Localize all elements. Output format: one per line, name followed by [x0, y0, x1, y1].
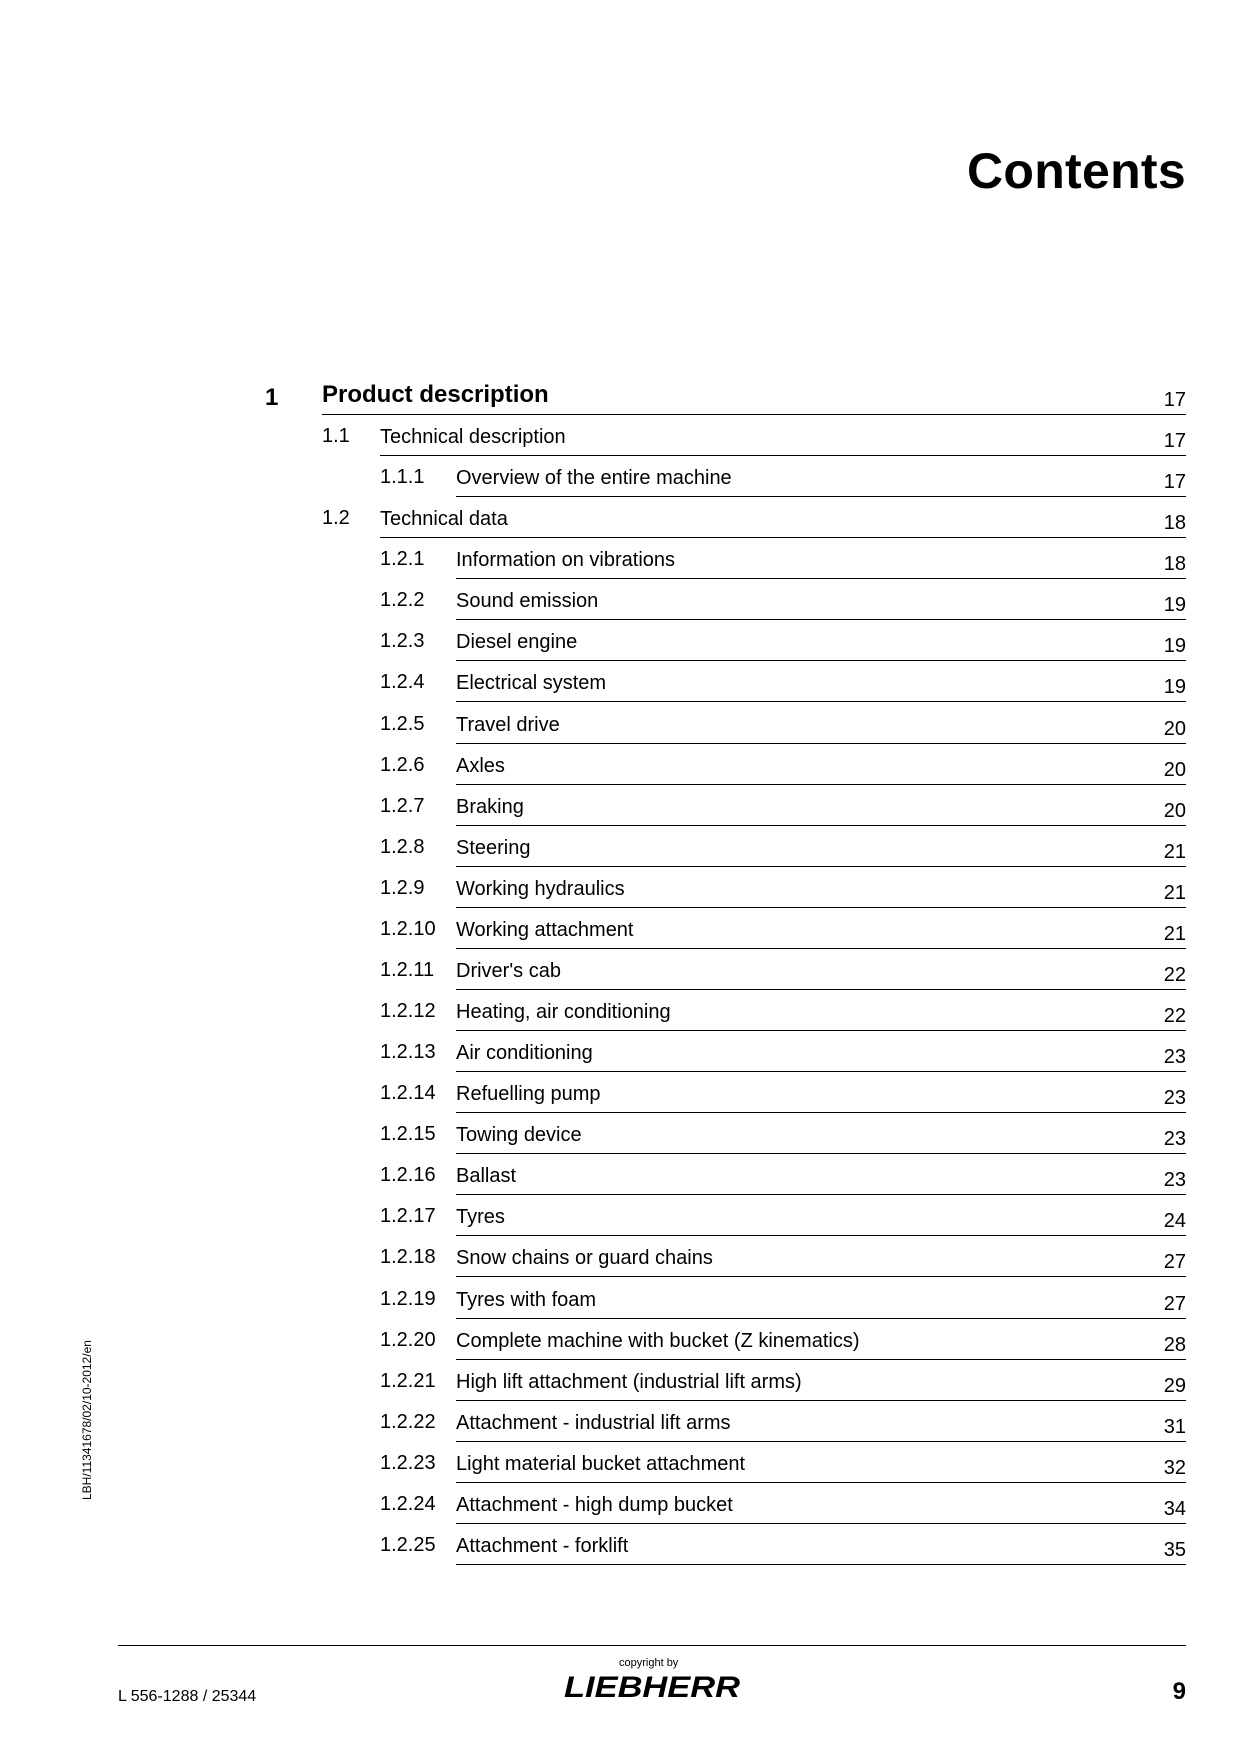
toc-entry-page: 31: [1163, 1415, 1186, 1438]
toc-entry-leader: [456, 1370, 1186, 1401]
toc-entry-label: Electrical system: [456, 672, 607, 695]
toc-entry[interactable]: [380, 1041, 1186, 1082]
toc-entry-label: Technical data: [380, 508, 508, 531]
toc-entry-label: Tyres: [456, 1206, 505, 1229]
toc-entry-page: 20: [1163, 758, 1186, 781]
toc-entry-page: 17: [1163, 430, 1186, 453]
toc-entry-label: Attachment - industrial lift arms: [456, 1411, 731, 1434]
toc-entry-page: 35: [1163, 1538, 1186, 1561]
toc-entry-leader: [456, 959, 1186, 990]
toc-entry[interactable]: [380, 1288, 1186, 1329]
toc-entry-leader: [380, 507, 1186, 538]
toc-entry-label: Snow chains or guard chains: [456, 1247, 713, 1270]
toc-entry-page: 24: [1163, 1210, 1186, 1233]
toc-entry-page: 29: [1163, 1374, 1186, 1397]
toc-entry-label: Ballast: [456, 1165, 517, 1188]
toc-entry-number: 1.2.23: [380, 1451, 436, 1474]
toc-entry-page: 27: [1163, 1292, 1186, 1315]
toc-entry-page: 19: [1163, 635, 1186, 658]
toc-entry[interactable]: [380, 671, 1186, 712]
toc-entry-leader: [456, 466, 1186, 497]
toc-entry-label: Attachment - high dump bucket: [456, 1493, 733, 1516]
toc-entry-leader: [456, 877, 1186, 908]
toc-entry-label: Overview of the entire machine: [456, 467, 732, 490]
toc-entry-page: 21: [1163, 881, 1186, 904]
toc-entry-label: Product description: [322, 381, 549, 408]
logo-wordmark: LIEBHERR: [564, 1672, 741, 1700]
toc-entry-page: 18: [1163, 512, 1186, 535]
toc-entry-label: Sound emission: [456, 590, 599, 613]
toc-entry[interactable]: [380, 713, 1186, 754]
toc-entry-leader: [456, 1082, 1186, 1113]
toc-entry-leader: [456, 1205, 1186, 1236]
toc-entry-leader: [456, 795, 1186, 826]
toc-entry-leader: [456, 1123, 1186, 1154]
toc-entry-number: 1.2.13: [380, 1041, 436, 1064]
toc-entry-label: Tyres with foam: [456, 1288, 597, 1311]
toc-entry[interactable]: [380, 1329, 1186, 1370]
toc-entry-label: Air conditioning: [456, 1042, 593, 1065]
toc-entry-leader: [456, 1493, 1186, 1524]
toc-entry-page: 34: [1163, 1497, 1186, 1520]
toc-entry[interactable]: [380, 1452, 1186, 1493]
toc-entry-number: 1.2.19: [380, 1287, 436, 1310]
toc-entry-page: 23: [1163, 1169, 1186, 1192]
toc-entry-label: Light material bucket attachment: [456, 1452, 746, 1475]
toc-entry-page: 18: [1163, 553, 1186, 576]
toc-entry[interactable]: [380, 918, 1186, 959]
toc-entry-page: 23: [1163, 1128, 1186, 1151]
toc-entry-leader: [456, 1246, 1186, 1277]
toc-entry[interactable]: [380, 795, 1186, 836]
toc-entry-number: 1.2.10: [380, 917, 436, 940]
toc-entry-label: Braking: [456, 795, 524, 818]
toc-entry-page: 22: [1163, 963, 1186, 986]
toc-entry-number: 1.2.16: [380, 1164, 436, 1187]
toc-entry-number: 1.1: [322, 425, 350, 448]
toc-entry-number: 1.2.18: [380, 1246, 436, 1269]
toc-entry-page: 20: [1163, 799, 1186, 822]
toc-entry-number: 1.2.25: [380, 1533, 436, 1556]
toc-entry-number: 1.2.1: [380, 548, 425, 571]
toc-entry-page: 27: [1163, 1251, 1186, 1274]
toc-entry-page: 19: [1163, 594, 1186, 617]
toc-entry[interactable]: [380, 1370, 1186, 1411]
toc-entry-page: 22: [1163, 1005, 1186, 1028]
toc-entry-number: 1.2.5: [380, 712, 425, 735]
toc-entry[interactable]: [380, 1411, 1186, 1452]
toc-entry-page: 23: [1163, 1046, 1186, 1069]
toc-entry-number: 1.2.2: [380, 589, 425, 612]
footer-document-id: L 556-1288 / 25344: [118, 1688, 257, 1705]
toc-entry-number: 1.2.20: [380, 1328, 436, 1351]
toc-entry-page: 17: [1163, 389, 1186, 411]
toc-entry-leader: [456, 836, 1186, 867]
toc-entry[interactable]: [380, 1246, 1186, 1287]
toc-entry[interactable]: [380, 548, 1186, 589]
toc-entry-label: Driver's cab: [456, 959, 561, 982]
toc-entry-page: 21: [1163, 922, 1186, 945]
toc-entry[interactable]: [380, 466, 1186, 507]
toc-entry-label: Steering: [456, 836, 531, 859]
toc-entry-number: 1.2.14: [380, 1082, 436, 1105]
toc-entry-leader: [456, 671, 1186, 702]
toc-entry-leader: [456, 1164, 1186, 1195]
toc-entry-label: Diesel engine: [456, 631, 578, 654]
toc-entry-number: 1.2.21: [380, 1369, 436, 1392]
toc-entry-number: 1.2.3: [380, 630, 425, 653]
toc-entry-leader: [456, 1534, 1186, 1565]
toc-entry[interactable]: [380, 1082, 1186, 1123]
toc-entry-label: High lift attachment (industrial lift arms): [456, 1370, 802, 1393]
document-code-sidebar: LBH/11341678/02/10-2012/en: [80, 1340, 94, 1500]
page-title: Contents: [966, 143, 1186, 199]
toc-entry[interactable]: [265, 381, 1186, 425]
toc-entry-leader: [456, 1041, 1186, 1072]
toc-entry-number: 1.2.4: [380, 671, 425, 694]
toc-entry-number: 1.2.15: [380, 1123, 436, 1146]
toc-entry[interactable]: [380, 1493, 1186, 1534]
toc-entry-label: Travel drive: [456, 713, 560, 736]
toc-entry-label: Technical description: [380, 426, 566, 449]
toc-entry-leader: [322, 381, 1186, 415]
toc-entry[interactable]: [380, 959, 1186, 1000]
toc-entry-number: 1.2.17: [380, 1205, 436, 1228]
toc-entry-leader: [456, 548, 1186, 579]
toc-entry-number: 1.2.12: [380, 1000, 436, 1023]
page-number: 9: [1172, 1678, 1186, 1705]
toc-entry[interactable]: [380, 630, 1186, 671]
toc-entry[interactable]: [380, 877, 1186, 918]
toc-entry[interactable]: [322, 507, 1186, 548]
toc-entry-number: 1.2.7: [380, 794, 425, 817]
toc-entry-page: 19: [1163, 676, 1186, 699]
toc-entry-number: 1.2: [322, 507, 350, 530]
toc-entry-number: 1.2.22: [380, 1410, 436, 1433]
toc-entry-leader: [456, 754, 1186, 785]
toc-entry-leader: [456, 630, 1186, 661]
footer-divider: [118, 1645, 1186, 1646]
toc-entry[interactable]: [322, 425, 1186, 466]
toc-entry-leader: [456, 1411, 1186, 1442]
toc-entry-label: Refuelling pump: [456, 1083, 601, 1106]
toc-entry-page: 23: [1163, 1087, 1186, 1110]
toc-entry[interactable]: [380, 1123, 1186, 1164]
toc-entry-number: 1.1.1: [380, 466, 425, 489]
toc-entry[interactable]: [380, 1205, 1186, 1246]
toc-entry-leader: [456, 918, 1186, 949]
footer-copyright: copyright by: [619, 1657, 679, 1669]
toc-entry-leader: [456, 1288, 1186, 1319]
toc-entry-leader: [456, 1452, 1186, 1483]
toc-entry-number: 1.2.6: [380, 753, 425, 776]
toc-entry-number: 1: [265, 384, 279, 411]
toc-entry[interactable]: [380, 1164, 1186, 1205]
toc-entry-leader: [456, 713, 1186, 744]
toc-entry-page: 21: [1163, 840, 1186, 863]
toc-entry-label: Heating, air conditioning: [456, 1001, 671, 1024]
toc-entry-page: 20: [1163, 717, 1186, 740]
liebherr-logo: [562, 1672, 742, 1700]
toc-entry-number: 1.2.8: [380, 835, 425, 858]
toc-entry-leader: [456, 589, 1186, 620]
toc-entry-label: Attachment - forklift: [456, 1534, 629, 1557]
toc-entry-label: Axles: [456, 754, 505, 777]
toc-entry[interactable]: [380, 1000, 1186, 1041]
toc-entry[interactable]: [380, 836, 1186, 877]
toc-entry-number: 1.2.9: [380, 876, 425, 899]
toc-entry-page: 32: [1163, 1456, 1186, 1479]
toc-entry-label: Working hydraulics: [456, 877, 625, 900]
toc-entry-leader: [456, 1000, 1186, 1031]
toc-entry[interactable]: [380, 589, 1186, 630]
toc-entry-number: 1.2.11: [380, 958, 435, 981]
toc-entry-leader: [380, 425, 1186, 456]
toc-entry-page: 28: [1163, 1333, 1186, 1356]
toc-entry-label: Towing device: [456, 1124, 582, 1147]
toc-entry-number: 1.2.24: [380, 1492, 436, 1515]
toc-entry-leader: [456, 1329, 1186, 1360]
toc-entry-label: Information on vibrations: [456, 549, 676, 572]
table-of-contents: [0, 381, 1241, 1584]
toc-entry-label: Complete machine with bucket (Z kinematics): [456, 1329, 860, 1352]
toc-entry-page: 17: [1163, 471, 1186, 494]
toc-entry[interactable]: [380, 754, 1186, 795]
toc-entry-label: Working attachment: [456, 918, 634, 941]
toc-entry[interactable]: [380, 1534, 1186, 1575]
